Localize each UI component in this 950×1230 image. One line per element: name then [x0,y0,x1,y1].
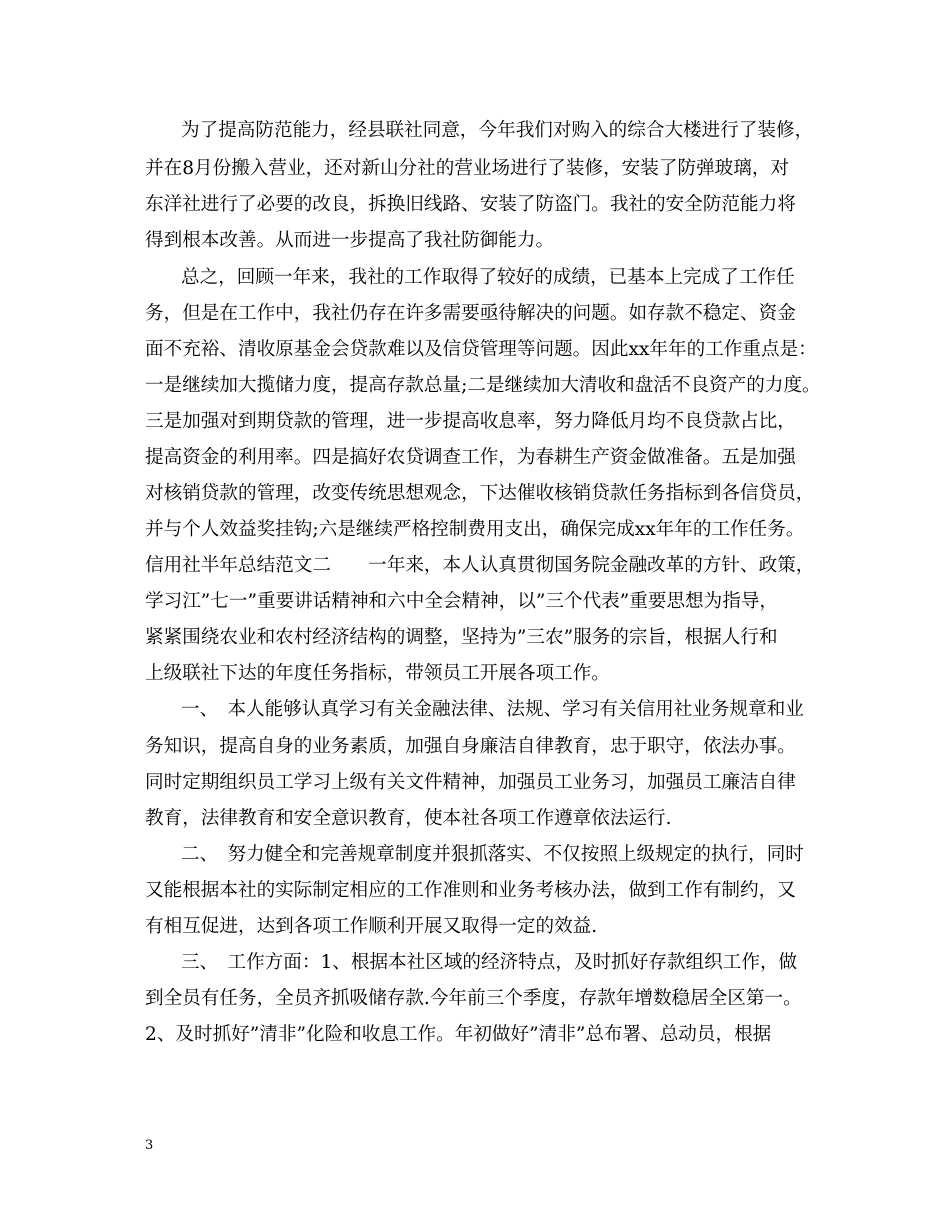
text-line: 东洋社进行了必要的改良，拆换旧线路、安装了防盗门。我社的安全防范能力将 [145,194,796,215]
text-line: 三、 工作方面：1、根据本社区域的经济特点，及时抓好存款组织工作，做 [181,952,798,973]
text-line: 对核销贷款的管理，改变传统思想观念，下达催收核销贷款任务指标到各信贷员， [145,483,815,504]
text-line: 到全员有任务，全员齐抓吸储存款.今年前三个季度，存款年增数稳居全区第一。 [145,988,802,1009]
text-line: 教育，法律教育和安全意识教育，使本社各项工作遵章依法运行. [145,808,672,829]
text-line: 总之，回顾一年来，我社的工作取得了较好的成绩，已基本上完成了工作任 [181,267,795,288]
text-line: 并与个人效益奖挂钩;六是继续严格控制费用支出，确保完成xx年年的工作任务。 [145,519,805,540]
text-line: 面不充裕、清收原基金会贷款难以及信贷管理等问题。因此xx年年的工作重点是： [145,339,817,360]
text-line: 信用社半年总结范文二 一年来，本人认真贯彻国务院金融改革的方针、政策， [145,555,815,576]
text-line: 学习江”七一”重要讲话精神和六中全会精神，以”三个代表”重要思想为指导， [145,591,779,612]
text-line: 得到根本改善。从而进一步提高了我社防御能力。 [145,230,555,251]
text-line: 提高资金的利用率。四是搞好农贷调查工作，为春耕生产资金做准备。五是加强 [145,447,796,468]
text-line: 务知识，提高自身的业务素质，加强自身廉洁自律教育，忠于职守，依法办事。 [145,736,796,757]
text-line: 一是继续加大揽储力度，提高存款总量;二是继续加大清收和盘活不良资产的力度。 [145,375,821,396]
text-line: 为了提高防范能力，经县联社同意，今年我们对购入的综合大楼进行了装修， [181,120,814,141]
text-line: 又能根据本社的实际制定相应的工作准则和业务考核办法，做到工作有制约，又 [145,880,796,901]
text-line: 紧紧围绕农业和农村经济结构的调整，坚持为”三农”服务的宗旨，根据人行和 [145,627,778,648]
text-line: 有相互促进，达到各项工作顺利开展又取得一定的效益. [145,916,598,937]
text-line: 一、 本人能够认真学习有关金融法律、法规、学习有关信用社业务规章和业 [181,699,804,720]
text-line: 并在8月份搬入营业，还对新山分社的营业场进行了装修，安装了防弹玻璃，对 [145,158,790,179]
text-line: 二、 努力健全和完善规章制度并狠抓落实、不仅按照上级规定的执行，同时 [181,844,804,865]
text-line: 同时定期组织员工学习上级有关文件精神，加强员工业务习，加强员工廉洁自律 [145,772,796,793]
text-line: 三是加强对到期贷款的管理，进一步提高收息率，努力降低月均不良贷款占比， [145,411,796,432]
page-number: 3 [145,1138,154,1153]
text-line: 上级联社下达的年度任务指标，带领员工开展各项工作。 [145,663,610,684]
text-line: 务，但是在工作中，我社仍存在许多需要亟待解决的问题。如存款不稳定、资金 [145,303,796,324]
text-line: 2、及时抓好”清非”化险和收息工作。年初做好”清非”总布署、总动员，根据 [145,1024,772,1045]
